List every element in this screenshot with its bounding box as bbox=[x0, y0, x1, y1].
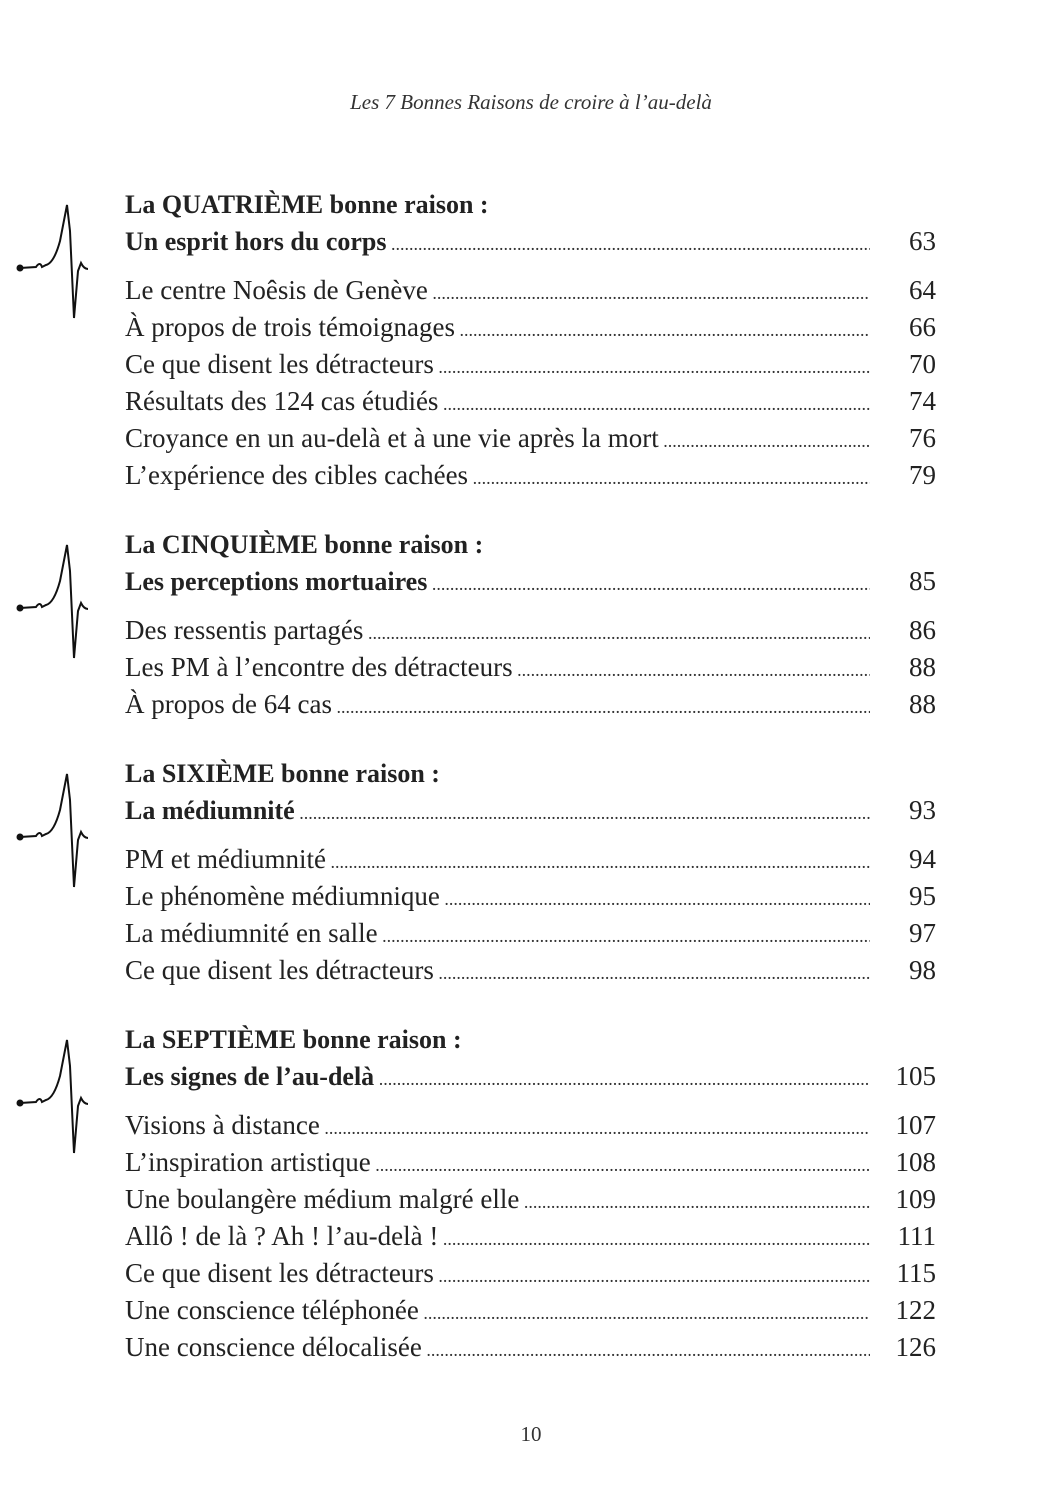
entry-page: 88 bbox=[909, 689, 936, 719]
entry-label: Les perceptions mortuaires ..... bbox=[125, 563, 870, 603]
entry-page: 95 bbox=[909, 881, 936, 911]
entry-page: 88 bbox=[909, 652, 936, 682]
entry-label: PM et médiumnité ..... bbox=[125, 841, 870, 881]
entry-label: La médiumnité en salle ..... bbox=[125, 915, 870, 955]
entry-label: Ce que disent les détracteurs ..... bbox=[125, 346, 870, 386]
entry-page: 79 bbox=[909, 460, 936, 490]
entry-label: À propos de 64 cas ..... bbox=[125, 686, 870, 726]
toc-section bbox=[0, 186, 1062, 494]
toc-section bbox=[0, 755, 1062, 989]
section-title: La SEPTIÈME bonne raison : bbox=[125, 1025, 462, 1054]
entry-label: Visions à distance ..... bbox=[125, 1107, 870, 1147]
toc-section bbox=[0, 1021, 1062, 1366]
toc-entry[interactable] bbox=[0, 309, 1062, 346]
entry-page: 105 bbox=[895, 1061, 936, 1091]
entry-page: 97 bbox=[909, 918, 936, 948]
entry-page: 111 bbox=[897, 1221, 936, 1251]
toc-entry[interactable] bbox=[0, 952, 1062, 989]
entry-page: 70 bbox=[909, 349, 936, 379]
entry-page: 76 bbox=[909, 423, 936, 453]
toc-entry[interactable] bbox=[0, 1329, 1062, 1366]
toc-entry[interactable] bbox=[0, 1181, 1062, 1218]
entry-label: Ce que disent les détracteurs ..... bbox=[125, 1255, 870, 1295]
section-subtitle-entry[interactable] bbox=[0, 792, 1062, 829]
toc-entry[interactable] bbox=[0, 1218, 1062, 1255]
entry-page: 94 bbox=[909, 844, 936, 874]
entry-page: 107 bbox=[895, 1110, 936, 1140]
toc-entry[interactable] bbox=[0, 649, 1062, 686]
toc-entry[interactable] bbox=[0, 878, 1062, 915]
entry-label: L’inspiration artistique ..... bbox=[125, 1144, 870, 1184]
entry-page: 86 bbox=[909, 615, 936, 645]
entry-page: 109 bbox=[895, 1184, 936, 1214]
toc-entry[interactable] bbox=[0, 686, 1062, 723]
entry-label: L’expérience des cibles cachées ..... bbox=[125, 457, 870, 497]
entry-label: Une conscience délocalisée ..... bbox=[125, 1329, 870, 1369]
toc-entry[interactable] bbox=[0, 1144, 1062, 1181]
section-subtitle-entry[interactable] bbox=[0, 223, 1062, 260]
entry-label: Croyance en un au-delà et à une vie après la mort ..... bbox=[125, 420, 870, 460]
entry-label: Un esprit hors du corps ..... bbox=[125, 223, 870, 263]
entry-page: 122 bbox=[895, 1295, 936, 1325]
entry-label: Résultats des 124 cas étudiés ..... bbox=[125, 383, 870, 423]
toc-entry[interactable] bbox=[0, 420, 1062, 457]
entry-label: Les PM à l’encontre des détracteurs ..... bbox=[125, 649, 870, 689]
entry-page: 85 bbox=[909, 566, 936, 596]
entry-page: 63 bbox=[909, 226, 936, 256]
entry-label: À propos de trois témoignages ..... bbox=[125, 309, 870, 349]
toc-entry[interactable] bbox=[0, 612, 1062, 649]
toc-entry[interactable] bbox=[0, 915, 1062, 952]
entry-page: 74 bbox=[909, 386, 936, 416]
section-title: La SIXIÈME bonne raison : bbox=[125, 759, 440, 788]
section-subtitle-entry[interactable] bbox=[0, 1058, 1062, 1095]
toc-entry[interactable] bbox=[0, 272, 1062, 309]
entry-page: 115 bbox=[896, 1258, 936, 1288]
section-title: La QUATRIÈME bonne raison : bbox=[125, 190, 489, 219]
toc-section bbox=[0, 526, 1062, 723]
entry-label: Les signes de l’au-delà ..... bbox=[125, 1058, 870, 1098]
entry-label: Ce que disent les détracteurs ..... bbox=[125, 952, 870, 992]
entry-page: 108 bbox=[895, 1147, 936, 1177]
entry-page: 93 bbox=[909, 795, 936, 825]
section-title: La CINQUIÈME bonne raison : bbox=[125, 530, 484, 559]
entry-label: La médiumnité ..... bbox=[125, 792, 870, 832]
toc-entry[interactable] bbox=[0, 457, 1062, 494]
entry-page: 126 bbox=[895, 1332, 936, 1362]
entry-label: Le phénomène médiumnique ..... bbox=[125, 878, 870, 918]
entry-page: 98 bbox=[909, 955, 936, 985]
entry-label: Des ressentis partagés ..... bbox=[125, 612, 870, 652]
entry-page: 64 bbox=[909, 275, 936, 305]
toc-entry[interactable] bbox=[0, 1292, 1062, 1329]
entry-label: Une boulangère médium malgré elle ..... bbox=[125, 1181, 870, 1221]
table-of-contents bbox=[0, 186, 1062, 1398]
toc-entry[interactable] bbox=[0, 346, 1062, 383]
section-subtitle-entry[interactable] bbox=[0, 563, 1062, 600]
page-number: 10 bbox=[520, 1422, 542, 1446]
toc-entry[interactable] bbox=[0, 383, 1062, 420]
running-header: Les 7 Bonnes Raisons de croire à l’au-delà bbox=[350, 90, 712, 114]
entry-label: Le centre Noêsis de Genève ..... bbox=[125, 272, 870, 312]
toc-entry[interactable] bbox=[0, 1255, 1062, 1292]
toc-entry[interactable] bbox=[0, 841, 1062, 878]
entry-label: Allô ! de là ? Ah ! l’au-delà ! ..... bbox=[125, 1218, 870, 1258]
entry-page: 66 bbox=[909, 312, 936, 342]
entry-label: Une conscience téléphonée ..... bbox=[125, 1292, 870, 1332]
toc-entry[interactable] bbox=[0, 1107, 1062, 1144]
